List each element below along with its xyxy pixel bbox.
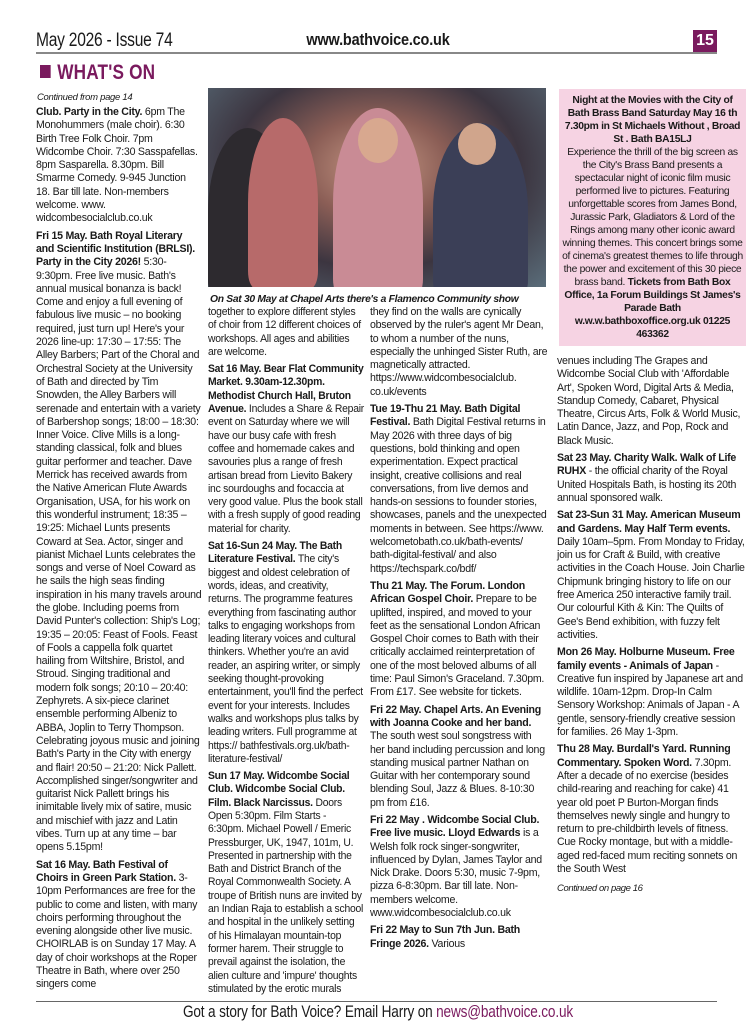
event-text: 6pm The Monohummers (male choir). 6:30 Birth Tree Folk Choir. 7pm Widcombe Choir. 7:30 Sasspafellas. 8pm Sasparella. 8.30pm. Bill Smarme Comedy. 9-945 Junction 18. Bar till late. Non-members welcome. www. widcombesocialclub.co.uk <box>36 106 198 225</box>
event-heading: Tue 19-Thu 21 May. Bath Digital Festival. <box>370 403 521 429</box>
event-heading: Fri 15 May. Bath Royal Literary and Scientific Institution (BRLSI). Party in the City 2026! <box>36 229 195 269</box>
event-text: Prepare to be uplifted, inspired, and moved to your feet as the sensational London African Gospel Choir comes to Bath with their critically acclaimed reinterpretation of one of the most beloved albums of all time: Paul Simon's Graceland. 7.30pm. From £17. See website for tickets. <box>370 593 545 699</box>
event-text: Various <box>428 937 465 950</box>
flamenco-photo <box>208 88 546 287</box>
event-listing <box>208 540 364 766</box>
event-listing <box>370 306 548 399</box>
event-listing <box>36 859 202 992</box>
event-text: is a Welsh folk rock singer-songwriter, influenced by Dylan, James Taylor and Nick Drake. Doors 5:30, music 7-9pm, pizza 6-8:30pm. Bar till late. Non-members welcome. www.widcombesocialclub.co.uk <box>370 827 542 920</box>
photo-caption-wrap <box>210 289 548 307</box>
event-listing <box>370 704 548 810</box>
event-heading: Fri 22 May . Widcombe Social Club. Free live music. Lloyd Edwards <box>370 813 540 840</box>
event-listing <box>208 363 364 536</box>
brass-band-box <box>559 89 746 346</box>
header-rule <box>36 52 717 54</box>
event-text: they find on the walls are cynically observed by the ruler's agent Mr Dean, to whom a number of the nuns, especially the unhinged Sister Ruth, are magnetically attracted. https://www.widcombesocialclub. co.uk/events <box>370 306 548 398</box>
event-text: venues including The Grapes and Widcombe Social Club with 'Affordable Art', Spoken Word, Digital Arts & Media, Standup Comedy, Cabaret, Physical Theatre, Circus Arts, Folk & World Music, Latin Dance, Jazz, and Pop, Rock and Black Music. <box>557 355 741 447</box>
event-text: 7.30pm. After a decade of no exercise (besides child-rearing and reaching for cake) 41 year old poet P Burton-Morgan finds themselves newly single and hungry to return to pre-childbirth levels of fitness. Cue Rocky montage, but with a middle-aged red-faced mum reciting sonnets on the South West <box>557 756 738 875</box>
event-text: together to explore different styles of choir from 12 different choices of workshops. All ages and abilities are welcome. <box>208 306 361 358</box>
event-listing <box>36 230 202 855</box>
event-listing <box>557 743 746 876</box>
event-text: 5:30-9:30pm. Free live music. Bath's annual musical bonanza is back! Come and enjoy a full evening of fabulous live music – no booking required, just turn up! Here's your 2026 line-up: 17:30 – 17:55: The Alley Barbers; Part of the Choral and Orchestral Society at the University of Bath and directed by Tim Snowden, the Alley Barbers will serenade and entertain with a variety of Barbershop songs; 18:00 – 18:30: Inner Voice. Clive Mills is a long-standing classical, folk and blues guitar performer and teacher. Dave Merrick has received awards from the Native American Flute Awards Organisation, USA, for his work on this wonderful instrument; 18:35 – 19:25: Michael Lunts presents Coward at Sea. Actor, singer and pianist Michael Lunts celebrates the songs and verse of Noel Coward as he sails the high seas finding inspiration in his many travels around the globe. Including poems from David Punter's collection: Ship's Log; 19:35 – 20:05: Feast of Fools. Feast of Fools a cappella folk quartet hailing from Wiltshire, Bristol, and Stroud. Singing traditional and modern folk songs; 20:10 – 20:40: Zephyrets. A six-piece clarinet ensemble performing Albeniz to ABBA, Joplin to Terry Thompson. Celebrating joyous music and joining Bath's Party in the City with energy and flair! 20:50 – 21:20: Nick Pallett. Accomplished singer/songwriter and guitarist Nick Pallett brings his inimitable lively mix of satire, music and mischief with jazz and Latin vibes. Turn up at any time – bar opens 5.15pm! <box>36 256 202 854</box>
event-heading: Fri 22 May. Chapel Arts. An Evening with Joanna Cooke and her band. <box>370 703 541 729</box>
event-heading: Sat 23 May. Charity Walk. Walk of Life RUHX <box>557 452 737 478</box>
event-text: 3-10pm Performances are free for the public to come and listen, with many choirs performing throughout the evening alongside other live music. CHOIRLAB is on Sunday 17 May. A day of choir workshops at the Roper Theatre in Bath, where over 250 singers come <box>36 871 198 991</box>
event-heading: Fri 22 May to Sun 7th Jun. Bath Fringe 2026. <box>370 924 520 950</box>
column-3 <box>370 306 548 955</box>
square-bullet-icon <box>40 65 51 78</box>
event-listing <box>36 106 202 226</box>
footer <box>76 1002 681 1022</box>
site-url[interactable]: www.bathvoice.co.uk <box>306 30 450 49</box>
event-text: Doors Open 5:30pm. Film Starts - 6:30pm. Michael Powell / Emeric Pressburger, UK, 1947, 101m, U. Presented in partnership with the Bath and District Branch of the Royal Commonwealth Society. A troupe of British nuns are invited by an Indian Raja to establish a school and hospital in the unlikely setting of his Himalayan mountain-top former harem. Their struggle to prevail against the isolation, the alien culture and 'impure' thoughts stimulated by the erotic murals <box>208 796 364 995</box>
section-title <box>40 61 155 85</box>
footer-email-link[interactable]: news@bathvoice.co.uk <box>436 1002 573 1021</box>
event-heading: Sun 17 May. Widcombe Social Club. Widcombe Social Club. Film. Black Narcissus. <box>208 770 350 809</box>
event-text: The city's biggest and oldest celebration of words, ideas, and creativity, returns. The programme features everything from fascinating author talks to engaging workshops from leading literary voices and cultural thinkers. Whether you're an avid reader, an aspiring writer, or simply seeking thought-provoking entertainment, you'll find the perfect event for your interests. Includes walks and workshops plus talks by leading writers. Full programme at https:// bathfestivals.org.uk/bath-literature-festival/ <box>208 553 363 765</box>
event-listing <box>370 924 548 951</box>
event-listing <box>557 646 746 739</box>
event-listing <box>370 814 548 920</box>
event-heading: Club. Party in the City. <box>36 106 143 118</box>
box-body: Experience the thrill of the big screen as the City's Brass Band presents a spectacular night of iconic film music performed live to pictures. Featuring unforgettable scores from James Bond, Jurassic Park, Gladiators & Lord of the Rings among many other iconic award winning themes. This concert brings some of cinema's greatest themes to life through the power and excitement of this 30 piece brass band. <box>562 147 743 288</box>
event-listing <box>557 509 746 642</box>
event-text: - the official charity of the Royal United Hospitals Bath, is hosting its 20th annual sponsored walk. <box>557 465 737 504</box>
continued-from: Continued from page 14 <box>37 92 133 103</box>
footer-text: Got a story for Bath Voice? Email Harry on <box>182 1002 437 1021</box>
box-title: Night at the Movies with the City of Bath Brass Band Saturday May 16 th 7.30pm in St Michaels Without , Broad St . Bath BA15LJ <box>564 95 741 145</box>
event-text: Daily 10am–5pm. From Monday to Friday, join us for Craft & Build, with creative activities in the Coach House. Join Charlie Chipmunk bringing history to life on our free America 250 interactive family trail. Our colourful Kith & Kin: The Quilts of Gee's Bend exhibition, with fuzzy felt activities. <box>557 535 745 641</box>
event-heading: Mon 26 May. Holburne Museum. Free family events - Animals of Japan <box>557 646 735 672</box>
event-listing <box>557 355 746 448</box>
event-heading: Sat 16 May. Bear Flat Community Market. 9.30am-12.30pm. Methodist Church Hall, Bruton Avenue. <box>208 363 364 416</box>
event-heading: Sat 23-Sun 31 May. American Museum and Gardens. May Half Term events. <box>557 509 741 535</box>
page-number: 15 <box>693 30 717 52</box>
event-text: - Creative fun inspired by Japanese art and wildlife. 10am-12pm. Drop-In Calm Sensory Workshop: Animals of Japan - A gentle, sensory-friendly creative session for families. 26 May 1-3pm. <box>557 659 743 739</box>
event-heading: Sat 16 May. Bath Festival of Choirs in Green Park Station. <box>36 858 176 884</box>
column-4 <box>557 89 746 896</box>
event-listing <box>557 452 746 505</box>
event-text: Bath Digital Festival returns in May 2026 with three days of big questions, bold thinking and open experimentation. Expect practical insight, creative collisions and real conversations, from live demos and hands-on sessions to founder stories, showcases, panels and the unexpected moments in between. See https://www. welcometobath.co.uk/bath-events/ bath-digital-festival/ and also https://techspark.co/bdf/ <box>370 416 547 575</box>
column-1 <box>36 106 202 996</box>
event-text: The south west soul songstress with her band including percussion and long standing musical partner Nathan on Guitar with her contemporary sound blending Soul, Jazz & Blues. 8-10:30 pm from £16. <box>370 730 545 809</box>
event-heading: Sat 16-Sun 24 May. The Bath Literature Festival. <box>208 540 342 566</box>
event-text: Includes a Share & Repair event on Saturday where we will have our busy cafe with fresh coffee and homemade cakes and savouries plus a range of fresh artisan bread from Lievito Bakery inc sourdoughs and focaccia at very good value. Plus the book stall with a fresh supply of good reading material for charity. <box>208 403 365 535</box>
event-listing <box>208 306 364 359</box>
event-listing <box>370 580 548 700</box>
event-heading: Thu 21 May. The Forum. London African Gospel Choir. <box>370 579 525 606</box>
event-listing <box>208 770 364 996</box>
section-title-text: WHAT'S ON <box>57 61 156 84</box>
continued-to: Continued on page 16 <box>557 883 643 895</box>
photo-caption: On Sat 30 May at Chapel Arts there's a Flamenco Community show <box>210 294 519 305</box>
issue-label: May 2026 - Issue 74 <box>36 30 173 51</box>
event-heading: Thu 28 May. Burdall's Yard. Running Commentary. Spoken Word. <box>557 743 731 769</box>
column-2 <box>208 306 364 1000</box>
box-tickets: Tickets from Bath Box Office, 1a Forum Buildings St James's Parade Bath w.w.w.bathboxoffice.org.uk 01225 463362 <box>564 277 741 340</box>
event-listing <box>370 403 548 576</box>
